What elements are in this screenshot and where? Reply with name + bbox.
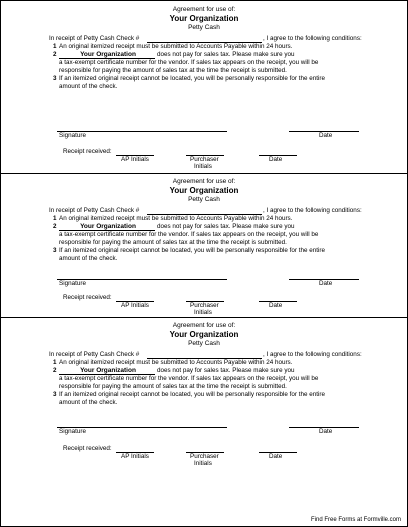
condition-1-text: An original itemized receipt must be submitted to Accounts Payable within 24 hours. [59, 43, 293, 50]
petty-cash-heading: Petty Cash [188, 340, 220, 347]
condition-3-text: If an itemized original receipt cannot be located, you will be personally responsible for the entire [59, 391, 326, 398]
organization-name: Your Organization [169, 330, 239, 339]
ap-initials-label: AP Initials [121, 302, 149, 309]
receipt-outro: , I agree to the following conditions: [263, 207, 362, 214]
date-label: Date [319, 428, 333, 435]
condition-1-number: 1 [53, 43, 57, 50]
petty-cash-heading: Petty Cash [188, 196, 220, 203]
agreement-heading: Agreement for use of: [172, 178, 236, 185]
condition-2-line-2: a tax-exempt certificate number for the vendor. If sales tax appears on the receipt, you will be [59, 375, 319, 382]
footer-text[interactable]: Find Free Forms at Formville.com [310, 517, 401, 523]
condition-2-line-2: a tax-exempt certificate number for the vendor. If sales tax appears on the receipt, you will be [59, 59, 319, 66]
purchaser-label: Purchaser [190, 156, 219, 163]
agreement-heading: Agreement for use of: [172, 322, 236, 329]
condition-1-text: An original itemized receipt must be submitted to Accounts Payable within 24 hours. [59, 215, 293, 222]
condition-2-number: 2 [53, 51, 57, 58]
date-label: Date [319, 280, 333, 287]
received-date-label: Date [269, 302, 283, 309]
signature-label: Signature [59, 132, 86, 139]
condition-2-number: 2 [53, 223, 57, 230]
condition-2-line-3: responsible for paying the amount of sales tax at the time the receipt is submitted. [59, 383, 287, 390]
receipt-outro: , I agree to the following conditions: [263, 35, 362, 42]
initials-label: Initials [194, 309, 212, 316]
condition-3-number: 3 [53, 247, 57, 254]
initials-label: Initials [194, 460, 212, 467]
condition-2-text: does not pay for sales tax. Please make sure you [157, 367, 295, 374]
condition-2-text: does not pay for sales tax. Please make sure you [157, 51, 295, 58]
receipt-received-label: Receipt received: [63, 445, 112, 452]
condition-3-number: 3 [53, 391, 57, 398]
receipt-intro: In receipt of Petty Cash Check # [49, 207, 140, 214]
condition-3-line-2: amount of the check. [59, 399, 118, 406]
received-date-label: Date [269, 453, 283, 460]
condition-2-organization: Your Organization [80, 223, 136, 230]
receipt-intro: In receipt of Petty Cash Check # [49, 351, 140, 358]
received-date-label: Date [269, 156, 283, 163]
condition-3-line-2: amount of the check. [59, 255, 118, 262]
condition-3-text: If an itemized original receipt cannot be located, you will be personally responsible for the entire [59, 247, 326, 254]
organization-name: Your Organization [169, 186, 239, 195]
receipt-outro: , I agree to the following conditions: [263, 351, 362, 358]
condition-3-text: If an itemized original receipt cannot be located, you will be personally responsible for the entire [59, 75, 326, 82]
condition-2-line-3: responsible for paying the amount of sales tax at the time the receipt is submitted. [59, 239, 287, 246]
condition-2-number: 2 [53, 367, 57, 374]
condition-3-number: 3 [53, 75, 57, 82]
signature-label: Signature [59, 428, 86, 435]
condition-2-text: does not pay for sales tax. Please make sure you [157, 223, 295, 230]
purchaser-label: Purchaser [190, 453, 219, 460]
signature-label: Signature [59, 280, 86, 287]
condition-2-organization: Your Organization [80, 51, 136, 58]
condition-2-line-2: a tax-exempt certificate number for the vendor. If sales tax appears on the receipt, you will be [59, 231, 319, 238]
condition-2-organization: Your Organization [80, 367, 136, 374]
condition-1-text: An original itemized receipt must be submitted to Accounts Payable within 24 hours. [59, 359, 293, 366]
condition-1-number: 1 [53, 215, 57, 222]
organization-name: Your Organization [169, 14, 239, 23]
agreement-section-3 [1, 317, 407, 487]
condition-3-line-2: amount of the check. [59, 83, 118, 90]
purchaser-label: Purchaser [190, 302, 219, 309]
petty-cash-heading: Petty Cash [188, 24, 220, 31]
receipt-received-label: Receipt received: [63, 148, 112, 155]
receipt-intro: In receipt of Petty Cash Check # [49, 35, 140, 42]
condition-2-line-3: responsible for paying the amount of sales tax at the time the receipt is submitted. [59, 67, 287, 74]
initials-label: Initials [194, 163, 212, 170]
agreement-section-1 [1, 1, 407, 171]
ap-initials-label: AP Initials [121, 453, 149, 460]
agreement-heading: Agreement for use of: [172, 6, 236, 13]
receipt-received-label: Receipt received: [63, 294, 112, 301]
date-label: Date [319, 132, 333, 139]
condition-1-number: 1 [53, 359, 57, 366]
ap-initials-label: AP Initials [121, 156, 149, 163]
